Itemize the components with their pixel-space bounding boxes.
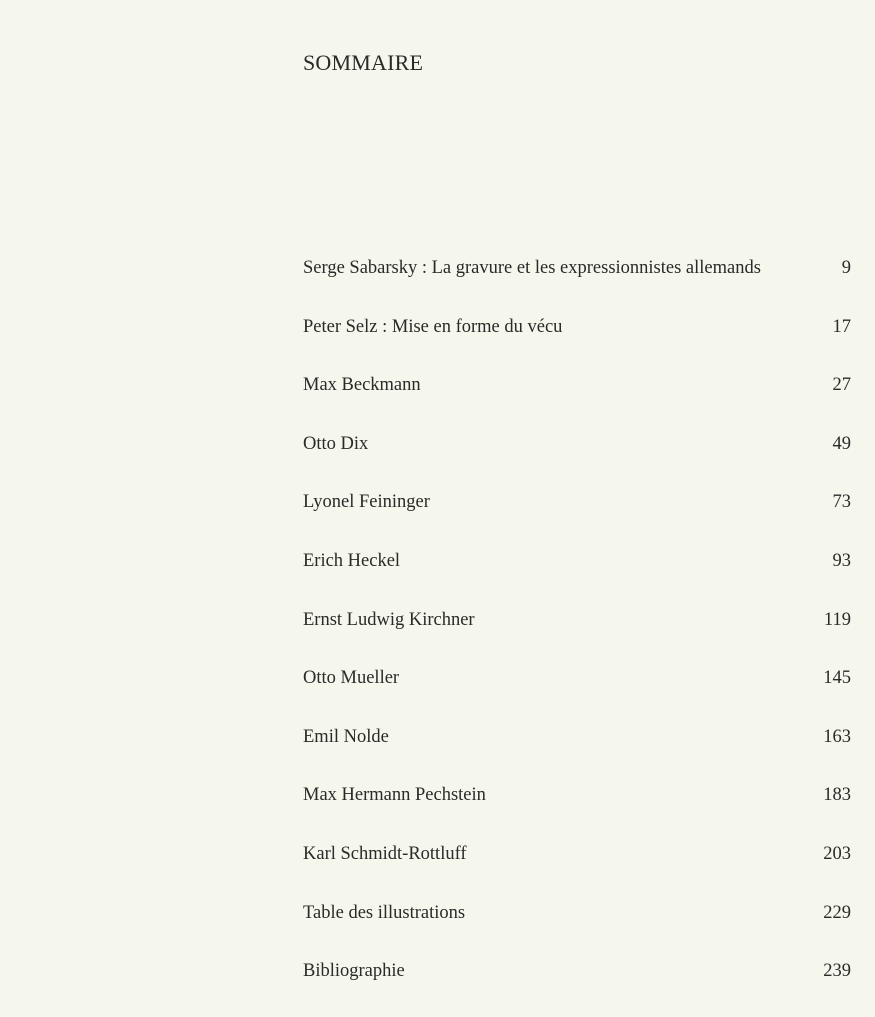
toc-entry-label: Max Beckmann bbox=[303, 375, 421, 396]
toc-entry-page-number: 239 bbox=[823, 961, 851, 982]
toc-entry-label: Peter Selz : Mise en forme du vécu bbox=[303, 316, 563, 337]
toc-entry bbox=[303, 255, 851, 314]
toc-entry bbox=[303, 724, 851, 783]
toc-entry-page-number: 203 bbox=[823, 843, 851, 864]
toc-entry-label: Karl Schmidt-Rottluff bbox=[303, 843, 467, 864]
toc-entry-label: Erich Heckel bbox=[303, 550, 401, 571]
toc-entry bbox=[303, 607, 851, 666]
toc-entry-page-number: 183 bbox=[823, 785, 851, 806]
toc-entry bbox=[303, 314, 851, 373]
toc-entry-label: Serge Sabarsky : La gravure et les expressionnistes allemands bbox=[303, 258, 761, 278]
toc-entry-label: Lyonel Feininger bbox=[303, 492, 430, 513]
toc-entry-label: Otto Mueller bbox=[303, 668, 400, 689]
toc-entry bbox=[303, 841, 851, 900]
page-title: SOMMAIRE bbox=[303, 50, 424, 75]
toc-entry-page-number: 145 bbox=[823, 668, 851, 689]
toc-entry-label: Ernst Ludwig Kirchner bbox=[303, 609, 475, 630]
toc-entry-page-number: 229 bbox=[823, 902, 851, 923]
toc-entry bbox=[303, 489, 851, 548]
toc-entry bbox=[303, 782, 851, 841]
toc-entry-page-number: 49 bbox=[832, 433, 851, 454]
toc-entry-label: Otto Dix bbox=[303, 433, 369, 454]
toc-entry bbox=[303, 372, 851, 431]
toc-entry bbox=[303, 431, 851, 490]
toc-entry-label: Emil Nolde bbox=[303, 726, 389, 747]
toc-entry-label: Bibliographie bbox=[303, 961, 405, 982]
toc-entry-page-number: 27 bbox=[832, 375, 851, 396]
toc-entry-label: Max Hermann Pechstein bbox=[303, 785, 486, 806]
toc-entry-page-number: 119 bbox=[823, 609, 851, 630]
toc-entry bbox=[303, 548, 851, 607]
toc-entry-page-number: 73 bbox=[832, 492, 851, 513]
toc-entry bbox=[303, 900, 851, 959]
toc-entry bbox=[303, 665, 851, 724]
toc-entry bbox=[303, 958, 851, 1017]
toc-entry-page-number: 17 bbox=[832, 316, 851, 337]
toc-entry-label: Table des illustrations bbox=[303, 902, 466, 923]
table-of-contents bbox=[303, 255, 851, 1017]
toc-entry-page-number: 93 bbox=[832, 550, 851, 571]
toc-entry-page-number: 163 bbox=[823, 726, 851, 747]
toc-entry-page-number: 9 bbox=[841, 258, 851, 278]
